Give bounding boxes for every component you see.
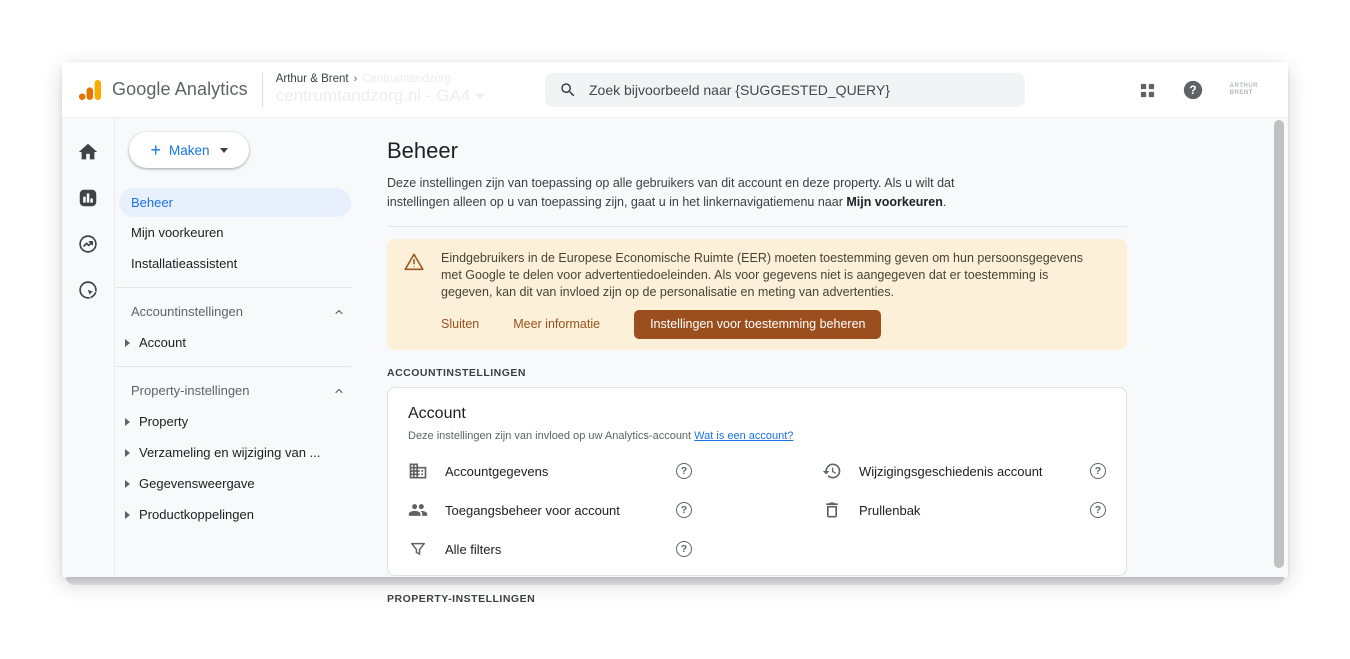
- sidebar-item-verzameling[interactable]: Verzameling en wijziging van ...: [115, 437, 365, 468]
- building-icon: [408, 461, 428, 481]
- expand-caret-icon: [125, 511, 130, 519]
- sidebar-item-gegevensweergave[interactable]: Gegevensweergave: [115, 468, 365, 499]
- help-circle-icon[interactable]: ?: [1090, 502, 1106, 518]
- home-icon[interactable]: [76, 140, 100, 164]
- help-icon[interactable]: [1182, 79, 1204, 101]
- account-card: [387, 387, 1127, 576]
- search-input[interactable]: [589, 82, 1011, 98]
- sidebar-item-installatieassistent[interactable]: Installatieassistent: [131, 256, 238, 271]
- left-icon-rail: [62, 118, 115, 578]
- card-subtitle: Deze instellingen zijn van invloed op uw Analytics-account Wat is een account?: [408, 429, 794, 442]
- reports-icon[interactable]: [76, 186, 100, 210]
- consent-warning-banner: [387, 239, 1127, 350]
- sidebar-item-property[interactable]: Property: [115, 406, 365, 437]
- history-icon: [822, 461, 842, 481]
- expand-caret-icon: [125, 480, 130, 488]
- sidebar-item-mijn-voorkeuren[interactable]: Mijn voorkeuren: [131, 225, 224, 240]
- what-is-account-link[interactable]: Wat is een account?: [694, 429, 794, 442]
- search-icon: [559, 81, 577, 99]
- more-info-button[interactable]: Meer informatie: [513, 317, 601, 331]
- row-wijzigingsgeschiedenis[interactable]: Wijzigingsgeschiedenis account ?: [822, 452, 1106, 491]
- avatar[interactable]: [1230, 83, 1258, 98]
- intro-text: Deze instellingen zijn van toepassing op alle gebruikers van dit account en deze property. Als u wilt dat instellingen alleen op u van toepassing zijn, gaat u in het linkernavigatiemenu naar Mijn voorkeuren.: [387, 176, 955, 209]
- help-circle-icon[interactable]: ?: [676, 502, 692, 518]
- breadcrumb-property-faded: Centrumtandzorg: [362, 72, 452, 85]
- dismiss-button[interactable]: Sluiten: [441, 317, 480, 331]
- breadcrumb-account[interactable]: Arthur & Brent: [275, 72, 349, 85]
- row-accountgegevens[interactable]: Accountgegevens ?: [408, 452, 692, 491]
- expand-caret-icon: [125, 339, 130, 347]
- section-accountinstellingen[interactable]: Accountinstellingen: [115, 296, 365, 327]
- expand-caret-icon: [125, 418, 130, 426]
- property-selector-label[interactable]: centrumtandzorg.nl - GA4: [275, 86, 471, 106]
- property-settings-label: PROPERTY-INSTELLINGEN: [387, 592, 536, 605]
- intro-bold: Mijn voorkeuren: [846, 194, 943, 209]
- breadcrumb-separator-icon: ›: [353, 73, 358, 86]
- create-button-label: Maken: [168, 142, 210, 158]
- row-alle-filters[interactable]: Alle filters ?: [408, 530, 692, 569]
- search-bar[interactable]: [545, 73, 1025, 107]
- admin-sidebar: [115, 118, 365, 578]
- header-divider: [262, 73, 263, 107]
- sidebar-divider: [115, 366, 351, 367]
- sidebar-item-account[interactable]: Account: [115, 327, 365, 358]
- diagnostics-grid-icon[interactable]: [1139, 82, 1156, 99]
- content-divider: [387, 226, 1127, 227]
- svg-text:?: ?: [1189, 83, 1197, 98]
- manage-consent-button[interactable]: Instellingen voor toestemming beheren: [634, 310, 881, 339]
- sidebar-divider: [115, 287, 351, 288]
- help-circle-icon[interactable]: ?: [676, 541, 692, 557]
- scrollbar[interactable]: [1274, 120, 1284, 568]
- row-toegangsbeheer[interactable]: Toegangsbeheer voor account ?: [408, 491, 692, 530]
- product-name: Google Analytics: [112, 79, 248, 99]
- avatar-name-line1: ARTHUR: [1229, 82, 1258, 89]
- row-prullenbak[interactable]: Prullenbak ?: [822, 491, 1106, 530]
- avatar-name-line2: BRENT: [1229, 90, 1253, 96]
- section-property-instellingen[interactable]: Property-instellingen: [115, 375, 365, 406]
- page-title: Beheer: [387, 138, 458, 163]
- warning-icon: [403, 251, 425, 273]
- main-content: [365, 118, 1288, 605]
- app-header: [62, 62, 1288, 118]
- banner-text: Eindgebruikers in de Europese Economische Ruimte (EER) moeten toestemming geven om hun persoonsgegevens met Google te delen voor advertentiedoeleinden. Als voor gegevens niet is aangegeven dat er toestemming is gegeven, kan dit van invloed zijn op de personalisatie en meting van advertenties.: [441, 250, 1084, 299]
- card-title: Account: [408, 404, 466, 422]
- property-selector-caret-icon: [476, 94, 484, 99]
- card-column-right: [822, 452, 1106, 569]
- trash-icon: [822, 500, 842, 520]
- sidebar-item-beheer[interactable]: Beheer: [119, 188, 351, 217]
- expand-caret-icon: [125, 449, 130, 457]
- browser-window: [62, 62, 1288, 605]
- advertising-icon[interactable]: [76, 278, 100, 302]
- window-bottom-edge: [66, 577, 1284, 585]
- account-settings-label: ACCOUNTINSTELLINGEN: [387, 366, 526, 379]
- help-circle-icon[interactable]: ?: [676, 463, 692, 479]
- scrollbar-thumb[interactable]: [1274, 120, 1284, 568]
- explore-icon[interactable]: [76, 232, 100, 256]
- help-circle-icon[interactable]: ?: [1090, 463, 1106, 479]
- ga-logo[interactable]: [62, 77, 248, 103]
- plus-icon: +: [150, 140, 161, 160]
- breadcrumb[interactable]: [276, 73, 485, 106]
- create-button[interactable]: [129, 132, 249, 168]
- collapse-chevron-icon: [333, 385, 345, 397]
- collapse-chevron-icon: [333, 306, 345, 318]
- google-analytics-icon: [77, 77, 103, 103]
- people-icon: [408, 500, 428, 520]
- sidebar-item-productkoppelingen[interactable]: Productkoppelingen: [115, 499, 365, 530]
- filter-icon: [408, 539, 428, 559]
- card-column-left: [408, 452, 692, 569]
- dropdown-caret-icon: [220, 148, 228, 153]
